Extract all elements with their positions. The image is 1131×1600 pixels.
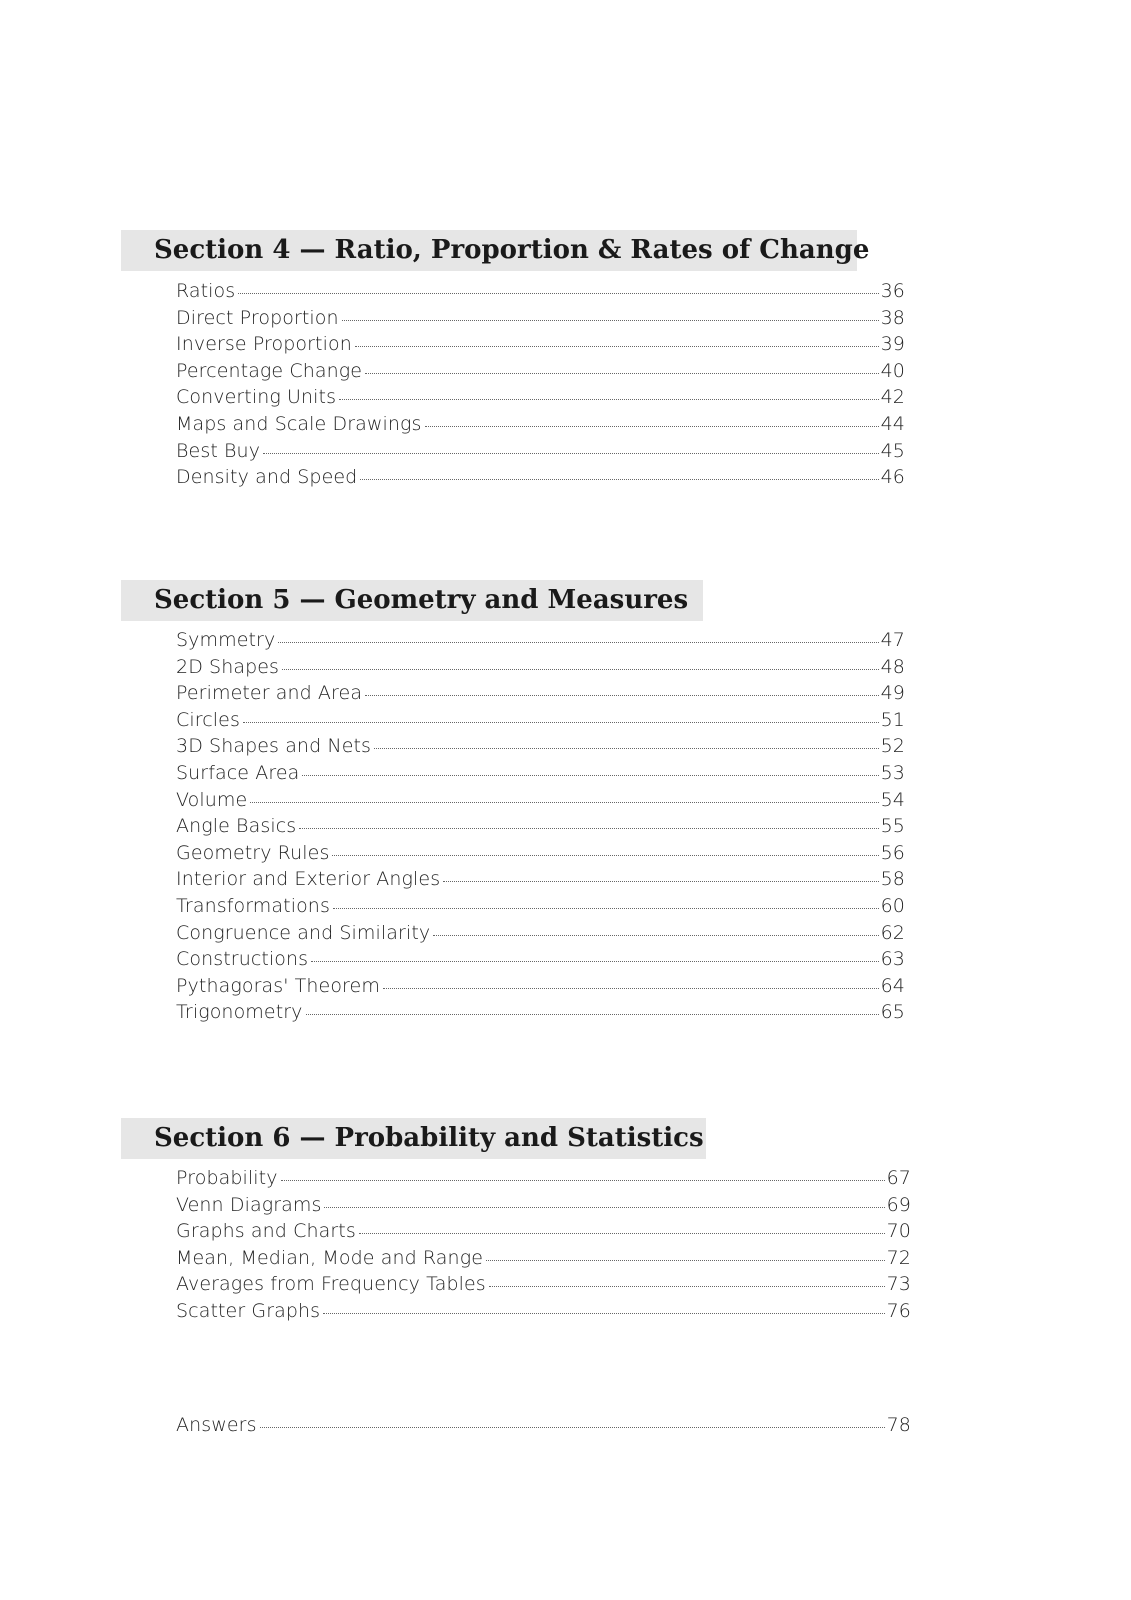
toc-item-page: 62 xyxy=(880,921,905,944)
dot-leader xyxy=(342,320,879,321)
dot-leader xyxy=(278,642,878,643)
toc-item-graphs-and-charts[interactable] xyxy=(176,1220,911,1247)
section-4-heading: Section 4 — Ratio, Proportion & Rates of Change xyxy=(121,230,857,271)
toc-item-title: Percentage Change xyxy=(176,359,363,382)
toc-item-title: Maps and Scale Drawings xyxy=(176,412,422,435)
dot-leader xyxy=(282,669,879,670)
dot-leader xyxy=(355,346,879,347)
toc-item-title: Angle Basics xyxy=(176,815,297,838)
toc-item-title: Venn Diagrams xyxy=(176,1193,322,1216)
toc-item-ratios[interactable] xyxy=(176,280,905,307)
dot-leader xyxy=(359,1233,885,1234)
toc-item-title: Averages from Frequency Tables xyxy=(176,1273,486,1296)
toc-item-title: Trigonometry xyxy=(176,1001,303,1024)
toc-item-surface-area[interactable] xyxy=(176,762,905,789)
toc-item-converting-units[interactable] xyxy=(176,386,905,413)
dot-leader xyxy=(299,828,878,829)
toc-item-symmetry[interactable] xyxy=(176,629,905,656)
toc-item-page: 39 xyxy=(880,333,905,356)
dot-leader xyxy=(263,453,879,454)
toc-item-title: Circles xyxy=(176,708,240,731)
toc-item-page: 42 xyxy=(880,386,905,409)
dot-leader xyxy=(443,881,878,882)
toc-item-title: Inverse Proportion xyxy=(176,333,352,356)
toc-item-best-buy[interactable] xyxy=(176,440,905,467)
dot-leader xyxy=(425,426,879,427)
answers-toc-list xyxy=(176,1414,911,1441)
dot-leader xyxy=(260,1427,885,1428)
toc-item-page: 76 xyxy=(886,1299,911,1322)
dot-leader xyxy=(238,293,878,294)
dot-leader xyxy=(339,399,879,400)
toc-item-title: Pythagoras' Theorem xyxy=(176,974,380,997)
toc-item-page: 47 xyxy=(880,629,905,651)
section-4-toc-list xyxy=(176,280,905,493)
dot-leader xyxy=(243,722,879,723)
toc-item-perimeter-and-area[interactable] xyxy=(176,682,905,709)
toc-item-page: 45 xyxy=(880,439,905,462)
toc-item-transformations[interactable] xyxy=(176,895,905,922)
toc-item-title: Perimeter and Area xyxy=(176,682,363,705)
toc-item-title: 2D Shapes xyxy=(176,655,280,678)
toc-item-trigonometry[interactable] xyxy=(176,1001,905,1028)
dot-leader xyxy=(489,1286,885,1287)
toc-item-percentage-change[interactable] xyxy=(176,360,905,387)
toc-item-congruence-and-similarity[interactable] xyxy=(176,922,905,949)
toc-item-page: 69 xyxy=(886,1193,911,1216)
toc-item-title: Probability xyxy=(176,1167,278,1189)
toc-item-title: Symmetry xyxy=(176,629,276,651)
toc-item-page: 64 xyxy=(880,974,905,997)
toc-item-page: 53 xyxy=(880,761,905,784)
toc-item-page: 56 xyxy=(880,841,905,864)
toc-item-page: 72 xyxy=(886,1246,911,1269)
toc-item-title: Geometry Rules xyxy=(176,841,330,864)
toc-item-page: 60 xyxy=(880,894,905,917)
dot-leader xyxy=(306,1014,879,1015)
dot-leader xyxy=(281,1180,885,1181)
dot-leader xyxy=(374,748,879,749)
toc-item-page: 48 xyxy=(880,655,905,678)
toc-item-title: Volume xyxy=(176,788,248,811)
toc-item-title: Constructions xyxy=(176,948,309,971)
section-5-toc-list xyxy=(176,629,905,1028)
toc-item-title: Mean, Median, Mode and Range xyxy=(176,1246,483,1269)
dot-leader xyxy=(333,908,879,909)
dot-leader xyxy=(302,775,878,776)
toc-item-title: 3D Shapes and Nets xyxy=(176,735,372,758)
toc-item-page: 63 xyxy=(880,948,905,971)
dot-leader xyxy=(433,935,878,936)
dot-leader xyxy=(383,988,879,989)
toc-item-pythagoras-theorem[interactable] xyxy=(176,975,905,1002)
toc-item-page: 49 xyxy=(880,682,905,705)
toc-item-title: Best Buy xyxy=(176,439,261,462)
dot-leader xyxy=(311,961,878,962)
toc-item-density-and-speed[interactable] xyxy=(176,466,905,493)
toc-item-title: Density and Speed xyxy=(176,466,358,489)
toc-item-title: Scatter Graphs xyxy=(176,1299,321,1322)
toc-item-interior-and-exterior-angles[interactable] xyxy=(176,868,905,895)
toc-item-page: 58 xyxy=(880,868,905,891)
toc-item-averages-from-frequency-tables[interactable] xyxy=(176,1273,911,1300)
toc-item-volume[interactable] xyxy=(176,789,905,816)
toc-item-circles[interactable] xyxy=(176,709,905,736)
toc-item-title: Congruence and Similarity xyxy=(176,921,431,944)
toc-item-page: 70 xyxy=(886,1220,911,1243)
toc-item-title: Ratios xyxy=(176,280,236,302)
toc-item-page: 54 xyxy=(880,788,905,811)
toc-item-page: 65 xyxy=(880,1001,905,1024)
toc-item-probability[interactable] xyxy=(176,1167,911,1194)
dot-leader xyxy=(365,695,879,696)
toc-item-2d-shapes[interactable] xyxy=(176,656,905,683)
toc-item-page: 51 xyxy=(880,708,905,731)
dot-leader xyxy=(365,373,879,374)
section-6-toc-list xyxy=(176,1167,911,1327)
toc-item-3d-shapes-and-nets[interactable] xyxy=(176,735,905,762)
toc-item-page: 52 xyxy=(880,735,905,758)
toc-item-page: 67 xyxy=(886,1167,911,1189)
section-5-heading: Section 5 — Geometry and Measures xyxy=(121,580,703,621)
toc-item-page: 55 xyxy=(880,815,905,838)
section-6-heading: Section 6 — Probability and Statistics xyxy=(121,1118,706,1159)
toc-item-angle-basics[interactable] xyxy=(176,815,905,842)
toc-item-direct-proportion[interactable] xyxy=(176,307,905,334)
toc-item-title: Direct Proportion xyxy=(176,306,339,329)
toc-item-page: 36 xyxy=(880,280,905,302)
toc-item-title: Transformations xyxy=(176,894,330,917)
toc-item-geometry-rules[interactable] xyxy=(176,842,905,869)
dot-leader xyxy=(250,802,878,803)
dot-leader xyxy=(324,1207,884,1208)
toc-item-title: Converting Units xyxy=(176,386,337,409)
toc-item-title: Interior and Exterior Angles xyxy=(176,868,441,891)
toc-item-page: 44 xyxy=(880,412,905,435)
toc-item-inverse-proportion[interactable] xyxy=(176,333,905,360)
toc-item-title: Answers xyxy=(176,1414,257,1436)
toc-item-page: 40 xyxy=(880,359,905,382)
toc-item-mean-median-mode-range[interactable] xyxy=(176,1247,911,1274)
toc-item-scatter-graphs[interactable] xyxy=(176,1300,911,1327)
dot-leader xyxy=(332,855,878,856)
toc-item-venn-diagrams[interactable] xyxy=(176,1194,911,1221)
toc-item-page: 73 xyxy=(886,1273,911,1296)
toc-item-answers[interactable] xyxy=(176,1414,911,1441)
toc-item-constructions[interactable] xyxy=(176,948,905,975)
toc-item-maps-and-scale-drawings[interactable] xyxy=(176,413,905,440)
dot-leader xyxy=(360,479,878,480)
dot-leader xyxy=(323,1313,884,1314)
toc-item-page: 46 xyxy=(880,466,905,489)
toc-item-page: 78 xyxy=(886,1414,911,1436)
toc-item-title: Graphs and Charts xyxy=(176,1220,356,1243)
dot-leader xyxy=(486,1260,885,1261)
toc-item-title: Surface Area xyxy=(176,761,300,784)
toc-item-page: 38 xyxy=(880,306,905,329)
